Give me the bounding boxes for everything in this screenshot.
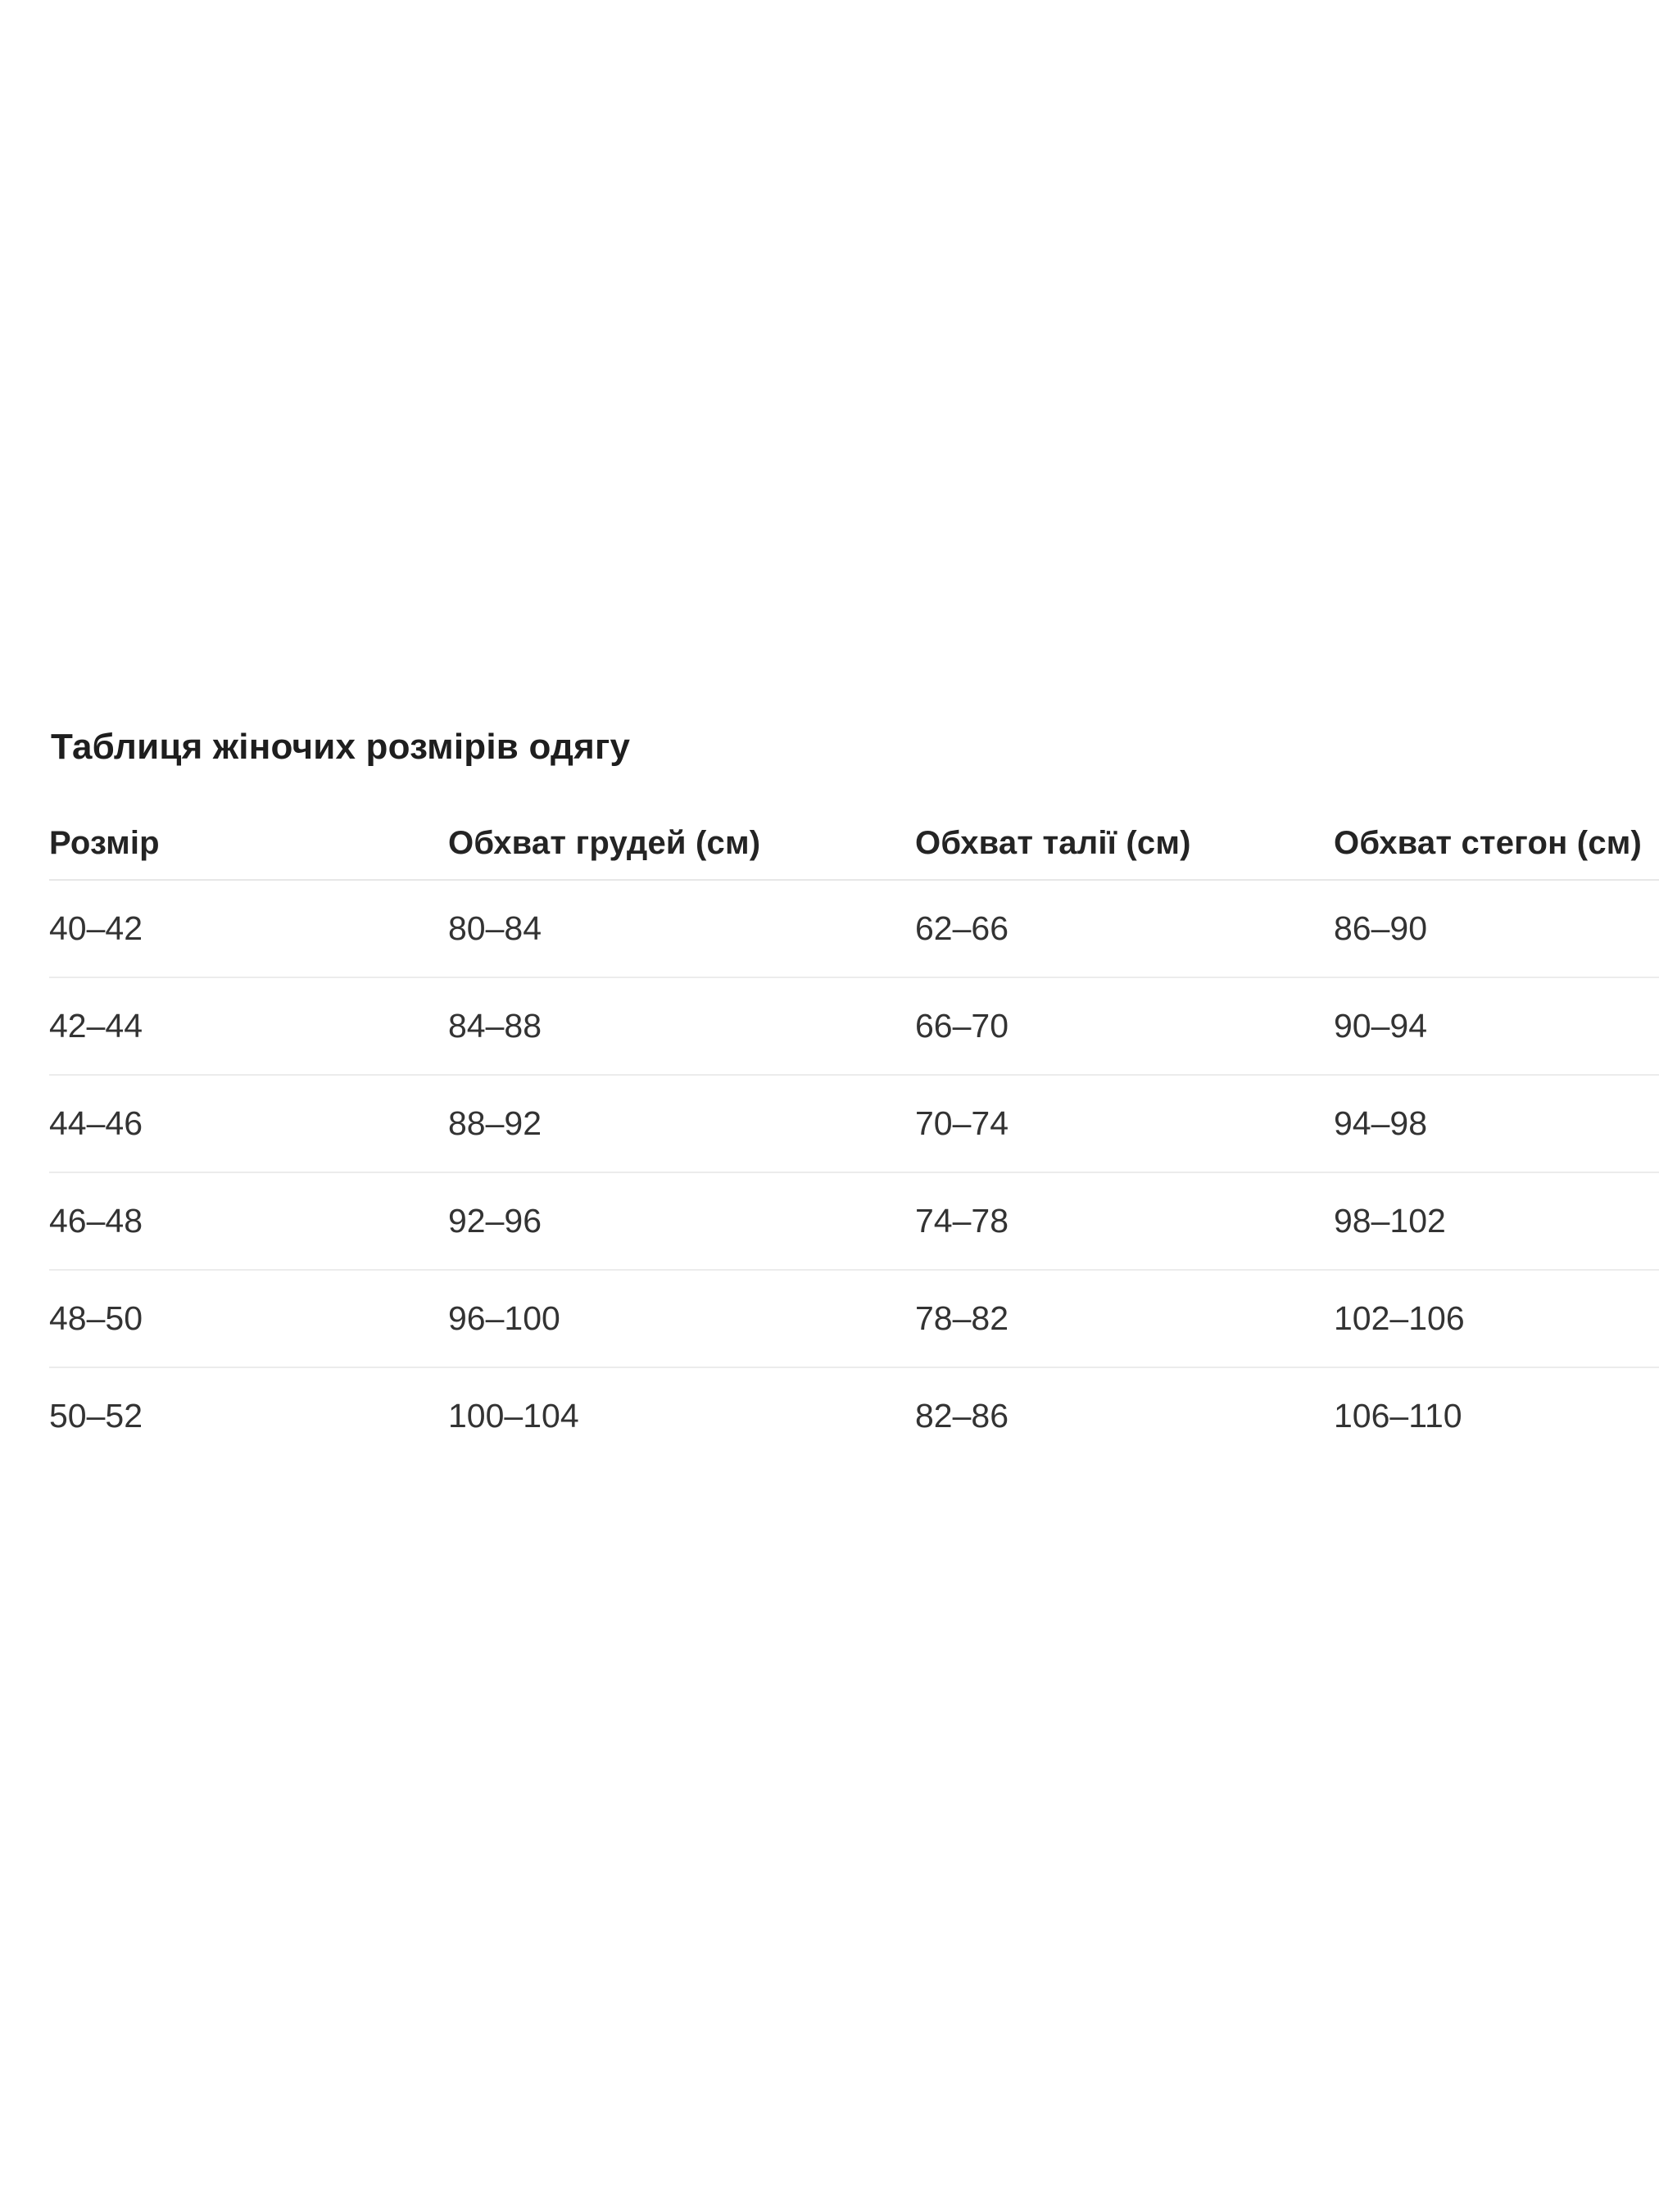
cell-hips: 94–98 bbox=[1334, 1075, 1659, 1172]
table-row bbox=[49, 880, 1659, 977]
cell-size: 48–50 bbox=[49, 1270, 448, 1367]
cell-size: 42–44 bbox=[49, 977, 448, 1075]
cell-hips: 102–106 bbox=[1334, 1270, 1659, 1367]
cell-size: 46–48 bbox=[49, 1172, 448, 1270]
cell-size: 44–46 bbox=[49, 1075, 448, 1172]
column-header-hips: Обхват стегон (см) bbox=[1334, 807, 1659, 880]
table-row bbox=[49, 1270, 1659, 1367]
cell-chest: 96–100 bbox=[448, 1270, 915, 1367]
table-row bbox=[49, 1075, 1659, 1172]
cell-chest: 92–96 bbox=[448, 1172, 915, 1270]
cell-size: 40–42 bbox=[49, 880, 448, 977]
column-header-size: Розмір bbox=[49, 807, 448, 880]
table-row bbox=[49, 1367, 1659, 1464]
table-row bbox=[49, 977, 1659, 1075]
column-header-waist: Обхват талії (см) bbox=[915, 807, 1334, 880]
cell-hips: 106–110 bbox=[1334, 1397, 1462, 1435]
cell-hips: 90–94 bbox=[1334, 977, 1659, 1075]
cell-chest: 88–92 bbox=[448, 1075, 915, 1172]
cell-waist: 62–66 bbox=[915, 880, 1334, 977]
cell-chest: 84–88 bbox=[448, 977, 915, 1075]
size-chart-section bbox=[49, 724, 1659, 1464]
cell-waist: 82–86 bbox=[915, 1397, 1009, 1435]
column-header-chest: Обхват грудей (см) bbox=[448, 807, 915, 880]
cell-hips: 98–102 bbox=[1334, 1172, 1659, 1270]
cell-waist: 74–78 bbox=[915, 1172, 1334, 1270]
cell-chest: 80–84 bbox=[448, 880, 915, 977]
cell-size: 50–52 bbox=[49, 1397, 143, 1435]
cell-waist: 78–82 bbox=[915, 1270, 1334, 1367]
cell-hips: 86–90 bbox=[1334, 880, 1659, 977]
page-title: Таблиця жіночих розмірів одягу bbox=[51, 727, 631, 767]
table-header-row bbox=[49, 807, 1659, 880]
cell-waist: 66–70 bbox=[915, 977, 1334, 1075]
cell-waist: 70–74 bbox=[915, 1075, 1334, 1172]
cell-chest: 100–104 bbox=[448, 1397, 579, 1435]
size-table bbox=[49, 807, 1659, 1464]
table-row bbox=[49, 1172, 1659, 1270]
